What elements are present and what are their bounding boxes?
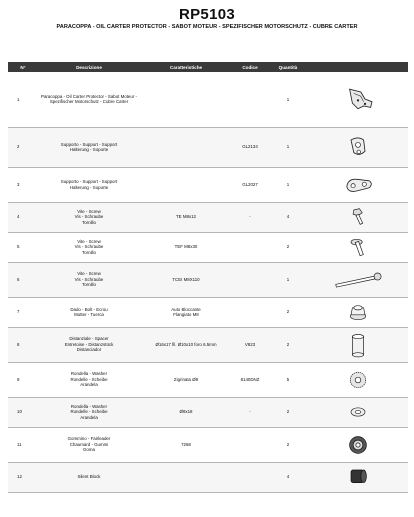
table-row xyxy=(8,397,408,427)
row-quantity: 2 xyxy=(268,232,308,262)
row-code: - xyxy=(232,397,268,427)
row-part-image xyxy=(308,427,408,462)
row-code xyxy=(232,297,268,327)
row-number: 3 xyxy=(8,167,38,202)
row-number: 8 xyxy=(8,327,38,362)
desc-line: Distanziale - Spacer xyxy=(69,336,109,342)
spacer-icon xyxy=(318,331,398,359)
row-characteristics xyxy=(140,127,232,167)
row-code: GL2027 xyxy=(232,167,268,202)
row-characteristics xyxy=(140,397,232,427)
column-header-image xyxy=(308,62,408,72)
desc-line: Gommino - Fairleader xyxy=(67,436,111,442)
row-description xyxy=(38,72,140,127)
row-characteristics xyxy=(140,427,232,462)
char-line: 7268 xyxy=(181,441,191,447)
support-bracket-icon xyxy=(318,133,398,161)
table-row xyxy=(8,127,408,167)
row-code xyxy=(232,262,268,297)
row-code: - xyxy=(232,202,268,232)
desc-line: Vis - Schraube xyxy=(74,214,104,220)
table-row xyxy=(8,462,408,492)
row-part-image xyxy=(308,167,408,202)
column-header-quantity: Quantità xyxy=(268,62,308,72)
char-line: TCEI M8X110 xyxy=(172,276,200,282)
row-code: GL2134 xyxy=(232,127,268,167)
row-characteristics xyxy=(140,232,232,262)
row-part-image xyxy=(308,232,408,262)
row-description xyxy=(38,427,140,462)
column-header-characteristics: Caratteristiche xyxy=(140,62,232,72)
char-line: Zigrinata Ø8 xyxy=(173,376,199,382)
row-characteristics xyxy=(140,327,232,362)
row-description xyxy=(38,262,140,297)
desc-line: Supporto - Support - Support xyxy=(60,141,118,147)
table-header-row xyxy=(8,62,408,72)
desc-line: Vis - Schraube xyxy=(74,244,104,250)
table-row xyxy=(8,262,408,297)
desc-line: Supporto - Support - Support xyxy=(60,179,118,184)
row-description xyxy=(38,202,140,232)
row-number: 6 xyxy=(8,262,38,297)
desc-line: Silent Block xyxy=(77,474,101,480)
desc-line: Tornillo xyxy=(82,282,96,288)
desc-line: Rondelle - Scheibe xyxy=(70,409,108,415)
row-description xyxy=(38,167,140,202)
knurled-washer-icon xyxy=(318,366,398,394)
row-quantity: 1 xyxy=(268,72,308,127)
row-quantity: 1 xyxy=(268,167,308,202)
table-row xyxy=(8,327,408,362)
table-row xyxy=(8,72,408,127)
desc-line: Chaumard - Gummi xyxy=(69,441,109,447)
row-code: V823 xyxy=(232,327,268,362)
row-code xyxy=(232,462,268,492)
row-quantity: 2 xyxy=(268,397,308,427)
table-body xyxy=(8,72,408,492)
desc-line: Arandela xyxy=(80,382,98,388)
row-quantity: 1 xyxy=(268,262,308,297)
row-quantity: 4 xyxy=(268,202,308,232)
column-header-code: Codice xyxy=(232,62,268,72)
oil-carter-protector-icon xyxy=(318,85,398,113)
silent-block-icon xyxy=(318,463,398,491)
desc-line: Entretoise - Distanzstück xyxy=(64,341,114,347)
row-number: 7 xyxy=(8,297,38,327)
desc-line: Tornillo xyxy=(82,219,96,225)
desc-line: Vite - Screw xyxy=(77,238,101,244)
char-line: Ø8x18 xyxy=(179,409,193,415)
desc-line: Halterung - Soporte xyxy=(69,184,109,190)
desc-line: Vite - Screw xyxy=(77,208,101,214)
char-line: Flangiato M8 xyxy=(173,312,199,317)
desc-line: Vis - Schraube xyxy=(74,276,104,282)
row-part-image xyxy=(308,362,408,397)
short-screw-icon xyxy=(318,203,398,231)
desc-line: Rondella - Washer xyxy=(70,371,108,377)
row-description xyxy=(38,297,140,327)
row-description xyxy=(38,397,140,427)
row-characteristics xyxy=(140,462,232,492)
row-number: 5 xyxy=(8,232,38,262)
desc-line: Rondelle - Scheibe xyxy=(70,376,108,382)
desc-line: Distanciador xyxy=(76,347,102,353)
row-part-image xyxy=(308,397,408,427)
document-title: RP5103 xyxy=(178,6,235,23)
row-code xyxy=(232,72,268,127)
char-line: Auto Bloccante xyxy=(171,306,201,312)
column-header-number: N° xyxy=(8,62,38,72)
row-quantity: 2 xyxy=(268,327,308,362)
row-characteristics xyxy=(140,262,232,297)
row-characteristics xyxy=(140,167,232,202)
table-row xyxy=(8,232,408,262)
parts-table xyxy=(8,62,408,493)
row-quantity: 4 xyxy=(268,462,308,492)
row-number: 10 xyxy=(8,397,38,427)
desc-line: Paracoppa - Oil Carter Protector - Sabot Moteur - xyxy=(41,93,137,99)
desc-line: Dado - Bolt - Ecrou xyxy=(70,306,108,312)
char-line: Ø16x17 fil. Ø10x10 foro 6.5mm xyxy=(155,341,217,347)
flange-screw-icon xyxy=(318,233,398,261)
column-header-description: Descrizione xyxy=(38,62,140,72)
desc-line: Rondella - Washer xyxy=(70,403,108,409)
row-number: 11 xyxy=(8,427,38,462)
row-part-image xyxy=(308,262,408,297)
row-part-image xyxy=(308,297,408,327)
row-code xyxy=(232,427,268,462)
table-row xyxy=(8,427,408,462)
flange-nut-icon xyxy=(318,298,398,326)
desc-line: Arandela xyxy=(80,414,98,420)
rubber-grommet-icon xyxy=(318,431,398,459)
row-characteristics xyxy=(140,72,232,127)
support-plate-icon xyxy=(318,171,398,199)
row-part-image xyxy=(308,327,408,362)
row-quantity: 1 xyxy=(268,127,308,167)
desc-line: Spezifischer Motorschutz - Cubre Carter xyxy=(49,99,129,105)
long-screw-icon xyxy=(318,266,398,294)
row-part-image xyxy=(308,462,408,492)
row-part-image xyxy=(308,72,408,127)
row-code xyxy=(232,232,268,262)
row-number: 1 xyxy=(8,72,38,127)
row-characteristics xyxy=(140,297,232,327)
desc-line: Mutter - Tuerca xyxy=(74,312,104,317)
table-row xyxy=(8,362,408,397)
table-row xyxy=(8,202,408,232)
desc-line: Vite - Screw xyxy=(77,271,101,277)
row-part-image xyxy=(308,127,408,167)
row-number: 2 xyxy=(8,127,38,167)
row-code: 8140DNZ xyxy=(232,362,268,397)
desc-line: Halterung - Soporte xyxy=(69,147,109,152)
row-number: 9 xyxy=(8,362,38,397)
document-subtitle: PARACOPPA - OIL CARTER PROTECTOR - SABOT MOTEUR - SPEZIFISCHER MOTORSCHUTZ - CUBRE CARTER xyxy=(56,24,358,30)
row-characteristics xyxy=(140,202,232,232)
row-quantity: 2 xyxy=(268,427,308,462)
flat-washer-icon xyxy=(318,398,398,426)
row-quantity: 2 xyxy=(268,297,308,327)
row-description xyxy=(38,462,140,492)
table-row xyxy=(8,167,408,202)
table-row xyxy=(8,297,408,327)
desc-line: Tornillo xyxy=(82,249,96,255)
row-part-image xyxy=(308,202,408,232)
row-number: 4 xyxy=(8,202,38,232)
row-quantity: 5 xyxy=(268,362,308,397)
desc-line: Goma xyxy=(83,447,95,453)
row-description xyxy=(38,327,140,362)
row-description xyxy=(38,232,140,262)
row-number: 12 xyxy=(8,462,38,492)
row-description xyxy=(38,127,140,167)
row-description xyxy=(38,362,140,397)
char-line: TE M8x12 xyxy=(175,214,196,220)
char-line: TEF M8x30 xyxy=(174,244,198,250)
row-characteristics xyxy=(140,362,232,397)
